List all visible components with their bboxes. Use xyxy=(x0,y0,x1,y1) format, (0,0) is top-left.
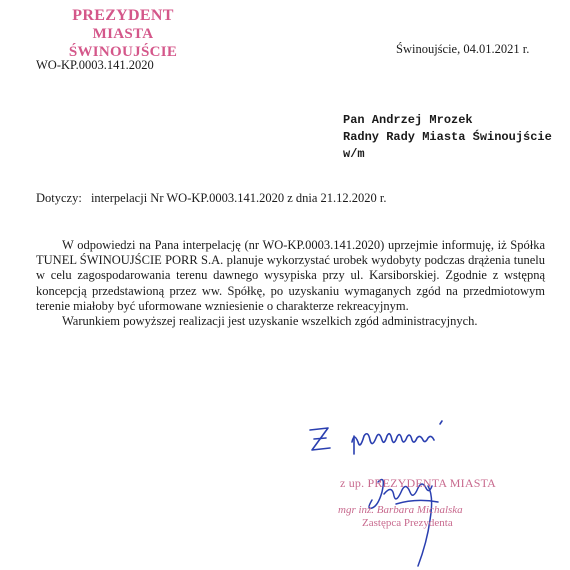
recipient-title: Radny Rady Miasta Świnoujście xyxy=(343,130,552,144)
signature-stamp-line-1: z up. PREZYDENTA MIASTA xyxy=(340,476,497,490)
body-paragraph-1: W odpowiedzi na Pana interpelację (nr WO-KP.0003.141.2020) uprzejmie informuję, iż Spółka TUNEL ŚWINOUJŚCIE PORR S.A. planuje wykorzystać urobek wydobyty podczas drążenia tunelu w celu zagospodarowania terenu dawnego wysypiska przy ul. Karsiborskiej. Zgodnie z wstępną koncepcją przedstawioną przez ww. Spółkę, po uzyskaniu wymaganych zgód na przedmiotowym terenie miałoby być uformowane wzniesienie o charakterze rekreacyjnym. xyxy=(36,238,545,313)
subject-label: Dotyczy: xyxy=(36,191,82,205)
recipient-block xyxy=(343,112,552,163)
signature-stamp-line-3: Zastępca Prezydenta xyxy=(362,517,453,529)
body-paragraph-2: Warunkiem powyższej realizacji jest uzyskanie wszelkich zgód administracyjnych. xyxy=(62,314,478,329)
subject-text: interpelacji Nr WO-KP.0003.141.2020 z dnia 21.12.2020 r. xyxy=(90,191,387,205)
header-stamp xyxy=(38,6,208,61)
letter-body xyxy=(36,238,545,329)
subject-line xyxy=(36,191,387,206)
signature-block xyxy=(300,420,540,570)
handwritten-note-signature xyxy=(300,420,540,570)
recipient-location: w/m xyxy=(343,147,365,161)
stamp-subtitle: MIASTA ŚWINOUJŚCIE xyxy=(68,26,178,60)
reference-number: WO-KP.0003.141.2020 xyxy=(36,58,154,72)
place-date: Świnoujście, 04.01.2021 r. xyxy=(396,42,530,56)
signature-stamp-line-2: mgr inż. Barbara Michalska xyxy=(338,504,463,516)
stamp-title: PREZYDENT xyxy=(72,7,174,24)
recipient-name: Pan Andrzej Mrozek xyxy=(343,113,473,127)
